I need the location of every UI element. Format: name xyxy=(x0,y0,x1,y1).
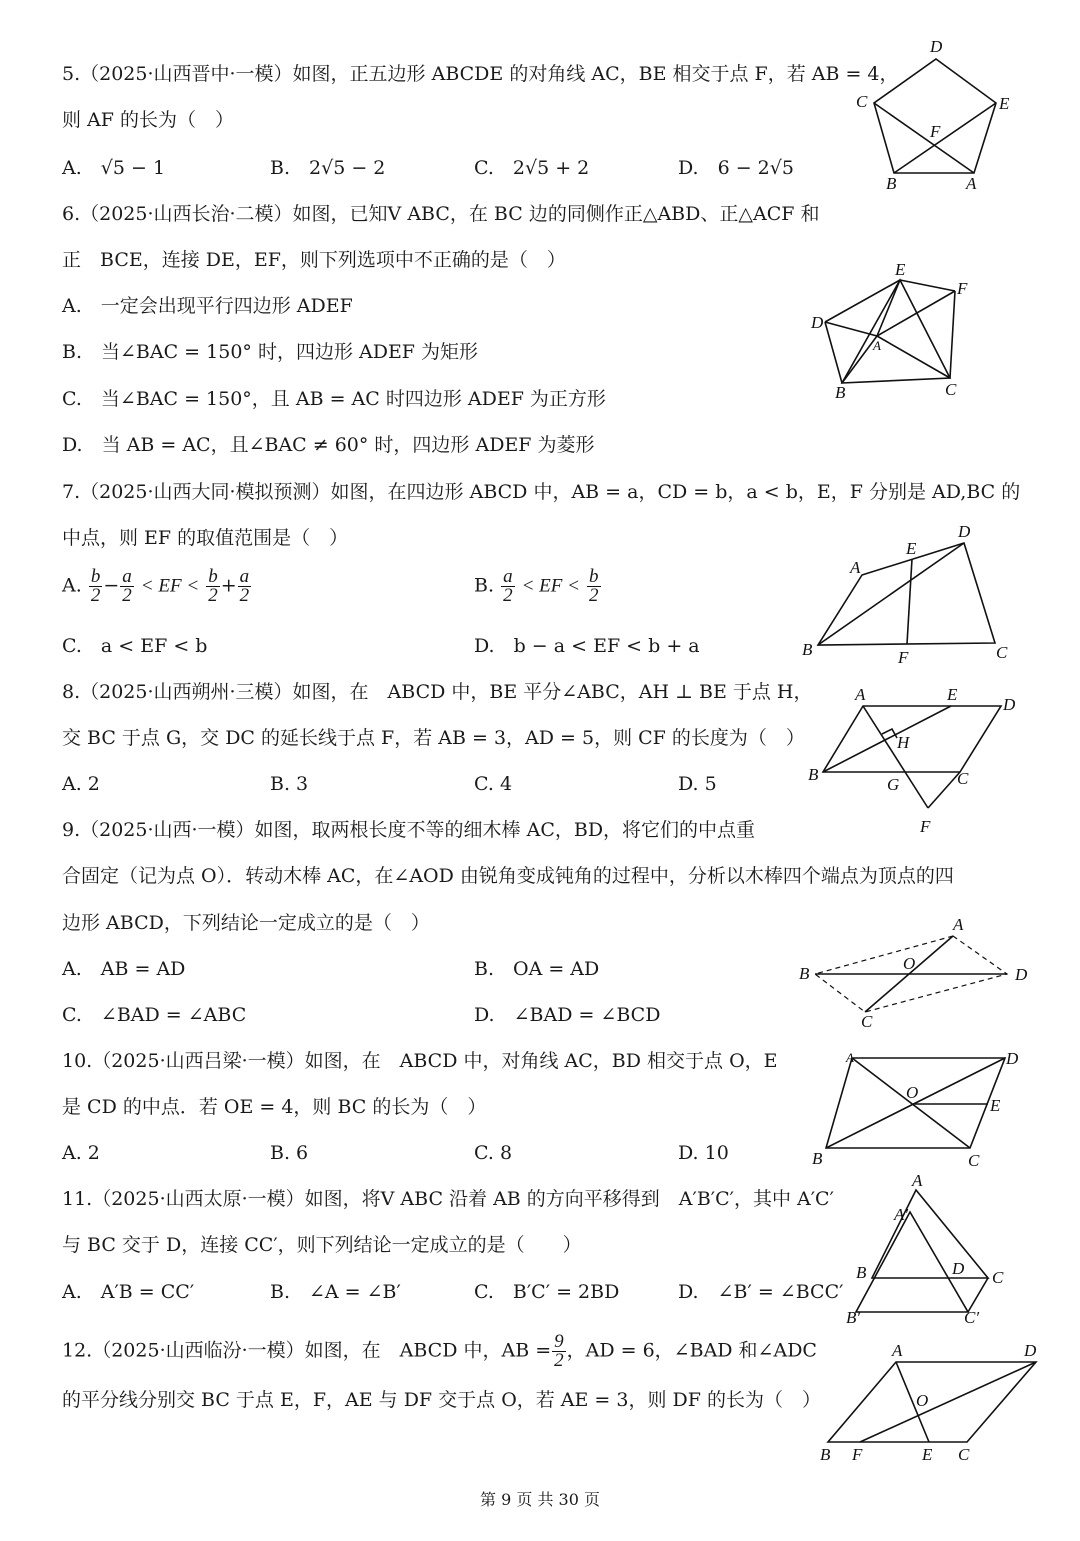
label-f: F xyxy=(930,122,941,141)
q11-option-b: B. ∠A = ∠B′ xyxy=(270,1281,401,1303)
q9-stem-line2: 合固定（记为点 O）．转动木棒 AC，在∠AOD 由锐角变成钝角的过程中，分析以木棒四个端点为顶点的四 xyxy=(62,865,954,887)
label-b: B xyxy=(856,1263,867,1282)
label-c: C xyxy=(945,380,957,399)
q10-parallelogram-figure xyxy=(810,1040,1035,1175)
label-a: A xyxy=(873,338,881,353)
label-d: D xyxy=(1015,965,1028,984)
segment-da xyxy=(825,322,877,336)
label-b: B xyxy=(886,174,897,193)
q6-stem-line2: 正 BCE，连接 DE，EF，则下列选项中不正确的是（ ） xyxy=(62,249,566,271)
q12-stem-line2: 的平分线分别交 BC 于点 E，F，AE 与 DF 交于点 O，若 AE = 3，则 DF 的长为（ ） xyxy=(62,1389,821,1411)
diagonal-ac xyxy=(874,103,974,173)
q5-option-b: B. 2√5 − 2 xyxy=(270,157,386,179)
label-e: E xyxy=(922,1445,933,1464)
label-c: C xyxy=(992,1268,1004,1287)
q8-stem-line1: 8.（2025·山西朔州·三模）如图，在 ABCD 中，BE 平分∠ABC，AH ⊥ BE 于点 H， xyxy=(62,681,813,703)
parallelogram-abcd xyxy=(823,706,1001,772)
segment-ae xyxy=(877,280,900,336)
q9-stem-line3: 边形 ABCD，下列结论一定成立的是（ ） xyxy=(62,912,430,934)
q9-option-c: C. ∠BAD = ∠ABC xyxy=(62,1004,247,1026)
q12-stem-line1 xyxy=(62,1333,817,1370)
label-e: E xyxy=(895,260,906,279)
label-b: B xyxy=(802,640,813,659)
q9-stem-line1: 9.（2025·山西·一模）如图，取两根长度不等的细木棒 AC，BD，将它们的中点重 xyxy=(62,819,756,841)
q6-option-d: D. 当 AB = AC，且∠BAC ≠ 60° 时，四边形 ADEF 为菱形 xyxy=(62,434,595,456)
label-c: C xyxy=(968,1151,980,1170)
fraction-a-over-2: $\frac{a}{2}$ xyxy=(239,566,250,606)
label-f: F xyxy=(852,1445,863,1464)
label-a: A xyxy=(912,1171,923,1190)
label-c: C xyxy=(957,769,969,788)
q7-option-b xyxy=(474,568,602,605)
diagonal-bd xyxy=(818,543,964,645)
diagonal-ac xyxy=(852,1058,970,1148)
segment-db xyxy=(825,322,842,383)
triangle-abc xyxy=(872,1190,988,1278)
q7-stem-line1: 7.（2025·山西大同·模拟预测）如图，在四边形 ABCD 中，AB = a，CD = b，a < b，E，F 分别是 AD,BC 的 xyxy=(62,481,1021,503)
diagonal-bd xyxy=(826,1058,1005,1148)
fraction-b-over-2: $\frac{b}{2}$ xyxy=(90,566,101,606)
q12-text-part1: 12.（2025·山西临汾·一模）如图，在 ABCD 中，AB = xyxy=(62,1339,552,1362)
q11-option-d: D. ∠B′ = ∠BCC′ xyxy=(678,1281,844,1303)
label-d: D xyxy=(958,522,971,541)
option-letter: B. xyxy=(474,574,495,597)
q9-option-d: D. ∠BAD = ∠BCD xyxy=(474,1004,661,1026)
label-b: B xyxy=(799,964,810,983)
label-a: A xyxy=(846,1050,854,1065)
q12-text-part2: ，AD = 6，∠BAD 和∠ADC xyxy=(566,1339,817,1362)
q8-option-d: D. 5 xyxy=(678,773,717,795)
q5-stem-line1: 5.（2025·山西晋中·一模）如图，正五边形 ABCDE 的对角线 AC，BE 相交于点 F，若 AB = 4， xyxy=(62,63,899,85)
segment-ba xyxy=(842,336,877,383)
relation-text: < EF < xyxy=(521,575,580,597)
q7-quadrilateral-figure xyxy=(798,515,1038,670)
label-f: F xyxy=(957,279,968,298)
diagonal-be xyxy=(894,103,996,173)
label-o: O xyxy=(903,954,916,973)
q5-stem-line2: 则 AF 的长为（ ） xyxy=(62,109,234,131)
q11-option-c: C. B′C′ = 2BD xyxy=(474,1281,620,1303)
label-o: O xyxy=(916,1391,929,1410)
label-f: F xyxy=(920,817,931,836)
q5-pentagon-figure xyxy=(850,35,1030,200)
label-a-prime: A′ xyxy=(894,1205,909,1224)
label-e: E xyxy=(906,539,917,558)
option-letter: A. xyxy=(62,574,82,597)
label-a: A xyxy=(892,1341,903,1360)
q10-option-b: B. 6 xyxy=(270,1142,309,1164)
q6-option-c: C. 当∠BAC = 150°，且 AB = AC 时四边形 ADEF 为正方形 xyxy=(62,388,606,410)
parallelogram-abcd xyxy=(828,1362,1036,1442)
fraction-b-over-2: $\frac{b}{2}$ xyxy=(589,566,599,606)
label-b: B xyxy=(808,765,819,784)
q8-option-a: A. 2 xyxy=(62,773,100,795)
q7-option-a: A. $\frac{b}{2}$ − $\frac{a}{2}$ < EF < $\frac{b}{2}$ + $\frac{a}{2}$ xyxy=(62,566,250,606)
q5-option-d: D. 6 − 2√5 xyxy=(678,157,794,179)
q7-option-d: D. b − a < EF < b + a xyxy=(474,635,700,657)
label-a: A xyxy=(850,558,861,577)
q8-option-c: C. 4 xyxy=(474,773,513,795)
q11-stem-line1: 11.（2025·山西太原·一模）如图，将V ABC 沿着 AB 的方向平移得到 A′B′C′，其中 A′C′ xyxy=(62,1188,834,1210)
segment-af xyxy=(877,291,955,336)
q6-triangles-figure xyxy=(805,258,985,408)
label-e: E xyxy=(999,94,1010,113)
label-f: F xyxy=(898,648,909,667)
fraction-a-over-2: $\frac{a}{2}$ xyxy=(122,566,132,606)
label-c-prime: C′ xyxy=(964,1308,980,1327)
q6-stem-line1: 6.（2025·山西长治·二模）如图，已知V ABC，在 BC 边的同侧作正△ABD、正△ACF 和 xyxy=(62,203,820,225)
q11-stem-line2: 与 BC 交于 D，连接 CC′，则下列结论一定成立的是（ ） xyxy=(62,1234,582,1256)
segment-cf xyxy=(928,772,960,808)
label-a: A xyxy=(855,685,866,704)
q10-stem-line1: 10.（2025·山西吕梁·一模）如图，在 ABCD 中，对角线 AC，BD 相交于点 O，E xyxy=(62,1050,778,1072)
q10-option-c: C. 8 xyxy=(474,1142,513,1164)
label-d: D xyxy=(952,1259,965,1278)
q9-option-b: B. OA = AD xyxy=(474,958,600,980)
q10-stem-line2: 是 CD 的中点．若 OE = 4，则 BC 的长为（ ） xyxy=(62,1096,487,1118)
q8-stem-line2: 交 BC 于点 G，交 DC 的延长线于点 F，若 AB = 3，AD = 5，则 CF 的长度为（ ） xyxy=(62,727,805,749)
q5-option-c: C. 2√5 + 2 xyxy=(474,157,590,179)
label-g: G xyxy=(887,775,900,794)
label-b: B xyxy=(820,1445,831,1464)
q8-option-b: B. 3 xyxy=(270,773,309,795)
segment-ef xyxy=(907,559,912,644)
q9-sticks-figure xyxy=(795,912,1040,1037)
label-d: D xyxy=(930,37,943,56)
label-c: C xyxy=(958,1445,970,1464)
label-d: D xyxy=(811,313,824,332)
relation-text: < EF < xyxy=(140,575,200,597)
q11-translation-figure xyxy=(840,1170,1040,1330)
q10-option-a: A. 2 xyxy=(62,1142,100,1164)
label-c: C xyxy=(856,92,868,111)
label-e: E xyxy=(947,685,958,704)
segment-ef xyxy=(900,280,955,291)
fraction-9-over-2: $\frac{9}{2}$ xyxy=(554,1331,564,1371)
q6-option-b: B. 当∠BAC = 150° 时，四边形 ADEF 为矩形 xyxy=(62,341,479,363)
label-b-prime: B′ xyxy=(846,1308,861,1327)
quadrilateral-abcd xyxy=(818,543,995,645)
label-b: B xyxy=(812,1149,823,1168)
label-a: A xyxy=(953,915,964,934)
label-h: H xyxy=(897,733,910,752)
fraction-a-over-2: $\frac{a}{2}$ xyxy=(503,566,513,606)
label-o: O xyxy=(906,1083,919,1102)
q9-option-a: A. AB = AD xyxy=(62,958,186,980)
label-d: D xyxy=(1006,1049,1019,1068)
segment-cc1 xyxy=(968,1278,988,1312)
q7-option-c: C. a < EF < b xyxy=(62,635,208,657)
label-e: E xyxy=(990,1096,1001,1115)
fraction-b-over-2: $\frac{b}{2}$ xyxy=(208,566,218,606)
q11-option-a: A. A′B = CC′ xyxy=(62,1281,195,1303)
q5-option-a: A. √5 − 1 xyxy=(62,157,166,179)
segment-fc xyxy=(950,291,955,378)
q12-parallelogram-figure xyxy=(812,1340,1052,1475)
q8-parallelogram-figure xyxy=(805,680,1035,840)
q7-stem-line2: 中点，则 EF 的取值范围是（ ） xyxy=(62,527,349,549)
label-a: A xyxy=(966,174,977,193)
label-c: C xyxy=(861,1012,873,1031)
q10-option-d: D. 10 xyxy=(678,1142,729,1164)
label-b: B xyxy=(835,383,846,402)
label-c: C xyxy=(996,643,1008,662)
right-angle-mark xyxy=(882,729,897,738)
q6-option-a: A. 一定会出现平行四边形 ADEF xyxy=(62,295,353,317)
page-footer: 第 9 页 共 30 页 xyxy=(480,1490,600,1509)
label-d: D xyxy=(1024,1341,1037,1360)
label-d: D xyxy=(1003,695,1016,714)
